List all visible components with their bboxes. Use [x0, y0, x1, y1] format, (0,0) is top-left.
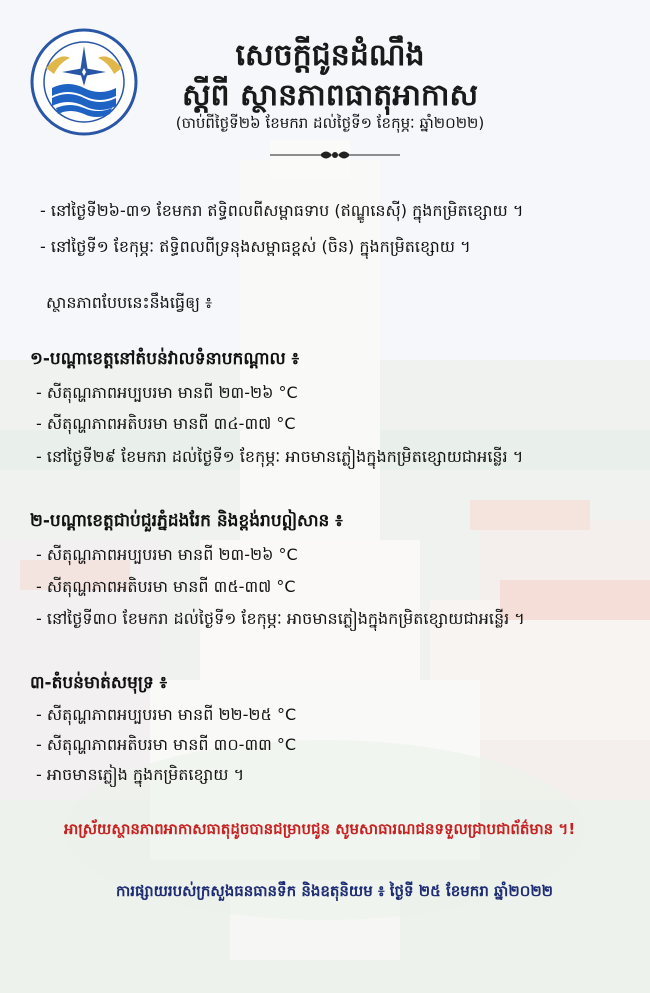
section-3-heading: ៣-តំបន់មាត់សមុទ្រ ៖	[30, 673, 168, 693]
notice-period: (ចាប់ពីថ្ងៃទី២៦ ខែមករា ដល់ថ្ងៃទី១ ខែកុម្ភៈ ឆ្នាំ២០២២)	[175, 114, 485, 132]
section-3-item: - សីតុណ្ហភាពអប្បបរមា មានពី ២២-២៥ °C	[36, 705, 297, 724]
section-2-item: - សីតុណ្ហភាពអតិបរមា មានពី ៣៥-៣៧ °C	[36, 577, 296, 596]
notice-subtitle: ស្តីពី ស្ថានភាពធាតុអាកាស	[181, 78, 479, 113]
section-2-item: - សីតុណ្ហភាពអប្បបរមា មានពី ២៣-២៦ °C	[36, 545, 298, 564]
intro-line-2: - នៅថ្ងៃទី១ ខែកុម្ភៈ ឥទ្ធិពលពីទ្រនុងសម្ពាធខ្ពស់ (ចិន) ក្នុងកម្រិតខ្សោយ ។	[40, 237, 471, 256]
advisory-note: អាស្រ័យស្ថានភាពអាកាសធាតុដូចបានជម្រាបជូន សូមសាធារណជនទទួលជ្រាបជាព័ត៌មាន ។!	[64, 820, 576, 838]
section-3-item: - សីតុណ្ហភាពអតិបរមា មានពី ៣០-៣៣ °C	[36, 735, 297, 754]
section-1-item: - សីតុណ្ហភាពអប្បបរមា មានពី ២៣-២៦ °C	[36, 383, 298, 402]
broadcast-footer: ការផ្សាយរបស់ក្រសួងធនធានទឹក និងឧតុនិយម ៖ ថ្ងៃទី ២៥ ខែមករា ឆ្នាំ២០២២	[116, 882, 554, 900]
section-1-heading: ១-បណ្តាខេត្តនៅតំបន់វាលទំនាបកណ្តាល ៖	[30, 349, 300, 369]
notice-title: សេចក្តីជូនដំណឹង	[235, 38, 425, 73]
summary-line: ស្ថានភាពបែបនេះនឹងធ្វើឲ្យ ៖	[46, 293, 213, 312]
ornament-divider	[270, 148, 400, 162]
section-1-item: - សីតុណ្ហភាពអតិបរមា មានពី ៣៤-៣៧ °C	[36, 414, 296, 433]
section-3-item: - អាចមានភ្លៀង ក្នុងកម្រិតខ្សោយ ។	[36, 765, 245, 784]
section-2-heading: ២-បណ្តាខេត្តជាប់ជួរភ្នំដងរែក និងខ្ពង់រាបឦសាន ៖	[30, 511, 343, 531]
section-2-item: - នៅថ្ងៃទី៣០ ខែមករា ដល់ថ្ងៃទី១ ខែកុម្ភៈ អាចមានភ្លៀងក្នុងកម្រិតខ្សោយជាអន្លើរ ។	[36, 609, 525, 628]
intro-line-1: - នៅថ្ងៃទី២៦-៣១ ខែមករា ឥទ្ធិពលពីសម្ពាធទាប (ឥណ្ឌូនេស៊ី) ក្នុងកម្រិតខ្សោយ ។	[40, 201, 524, 220]
section-1-item: - នៅថ្ងៃទី២៩ ខែមករា ដល់ថ្ងៃទី១ ខែកុម្ភៈ អាចមានភ្លៀងក្នុងកម្រិតខ្សោយជាអន្លើរ ។	[36, 447, 524, 466]
ministry-logo	[30, 28, 138, 136]
